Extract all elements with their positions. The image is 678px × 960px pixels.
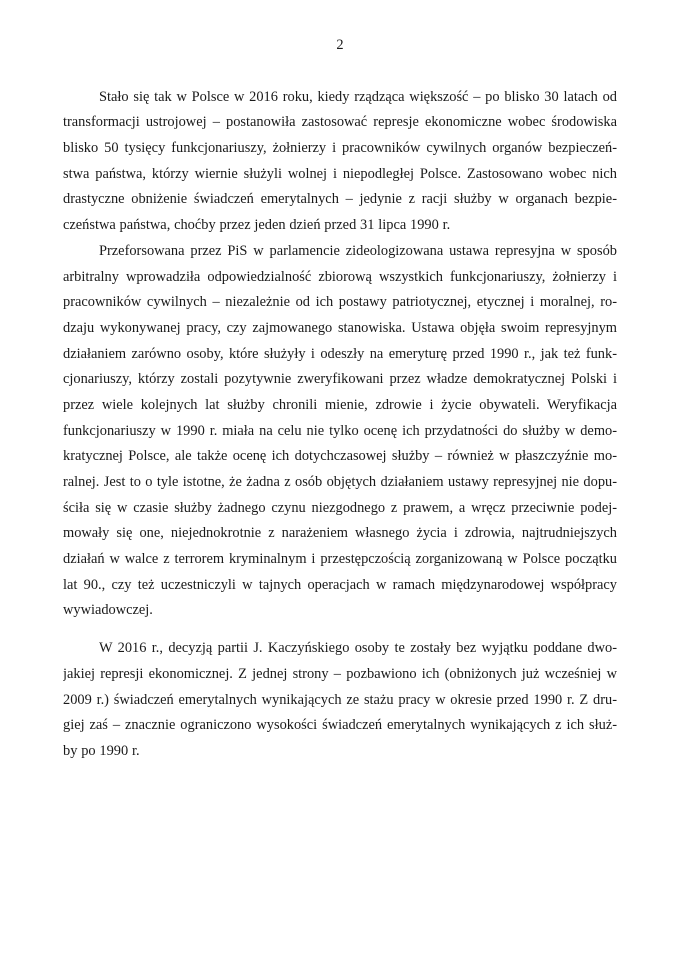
paragraph-1	[63, 85, 617, 239]
text-line: wywiadowczej.	[63, 602, 153, 619]
text-line: jakiej represji ekonomicznej. Z jednej strony – pozbawiono ich (obniżonych już wcześniej w	[63, 665, 617, 682]
text-line: drastyczne obniżenie świadczeń emerytalnych – jedynie z racji służby w organach bezpie-	[63, 191, 617, 208]
text-line: Przeforsowana przez PiS w parlamencie zideologizowana ustawa represyjna w sposób	[99, 242, 617, 259]
text-line: arbitralny wprowadziła odpowiedzialność zbiorową wszystkich funkcjonariuszy, żołnierzy i	[63, 268, 617, 285]
text-line: blisko 50 tysięcy funkcjonariuszy, żołnierzy i pracowników cywilnych organów bezpieczeń-	[63, 140, 617, 157]
text-line: W 2016 r., decyzją partii J. Kaczyńskiego osoby te zostały bez wyjątku poddane dwo-	[99, 640, 617, 657]
text-line: kratycznej Polsce, ale także ocenę ich dotychczasowej służby – również w płaszczyźnie mo-	[63, 448, 617, 465]
paragraph-2	[63, 239, 617, 624]
text-line: przez wiele kolejnych lat służby chronili mienie, zdrowie i życie obywateli. Weryfikacja	[63, 396, 617, 413]
page-number: 2	[336, 37, 344, 53]
text-line: cjonariuszy, którzy zostali pozytywnie zweryfikowani przez władze demokratycznej Polski i	[63, 371, 617, 388]
paragraph-3	[63, 636, 617, 764]
text-line: by po 1990 r.	[63, 742, 140, 759]
text-line: działaniem zarówno osoby, które służyły i odeszły na emeryturę przed 1990 r., jak też funk-	[63, 345, 617, 362]
text-line: funkcjonariuszy w 1990 r. miała na celu nie tylko ocenę ich przydatności do służby w demo-	[63, 422, 617, 439]
text-line: mowały się one, niejednokrotnie z narażeniem własnego życia i zdrowia, najtrudniejszych	[63, 525, 617, 542]
text-line: czeństwa państwa, choćby przez jeden dzień przed 31 lipca 1990 r.	[63, 217, 451, 234]
text-line: Stało się tak w Polsce w 2016 roku, kiedy rządząca większość – po blisko 30 latach od	[99, 88, 617, 105]
text-line: lat 90., czy też uczestniczyli w tajnych operacjach w ramach międzynarodowej współpracy	[63, 576, 617, 593]
text-line: 2009 r.) świadczeń emerytalnych wynikających ze stażu pracy w okresie przed 1990 r. Z dru-	[63, 691, 617, 708]
text-line: transformacji ustrojowej – postanowiła zastosować represje ekonomiczne wobec środowiska	[63, 114, 617, 131]
text-line: ściła się w czasie służby żadnego czynu niezgodnego z prawem, a wręcz przeciwnie podej-	[63, 499, 617, 516]
text-line: ralnej. Jest to o tyle istotne, że żadna z osób objętych działaniem ustawy represyjnej nie dopu-	[63, 474, 617, 491]
text-line: działań w walce z terrorem kryminalnym i przestępczością zorganizowaną w Polsce początku	[63, 551, 617, 568]
text-line: dzaju wykonywanej pracy, czy zajmowanego stanowiska. Ustawa objęła swoim represyjnym	[63, 319, 617, 336]
text-line: giej zaś – znacznie ograniczono wysokości świadczeń emerytalnych wynikających z ich służ-	[63, 717, 617, 734]
text-line: pracowników cywilnych – niezależnie od ich postawy patriotycznej, etycznej i moralnej, ro-	[63, 294, 617, 311]
text-line: stwa państwa, którzy wiernie służyli wolnej i niepodległej Polsce. Zastosowano wobec nich	[63, 165, 617, 182]
